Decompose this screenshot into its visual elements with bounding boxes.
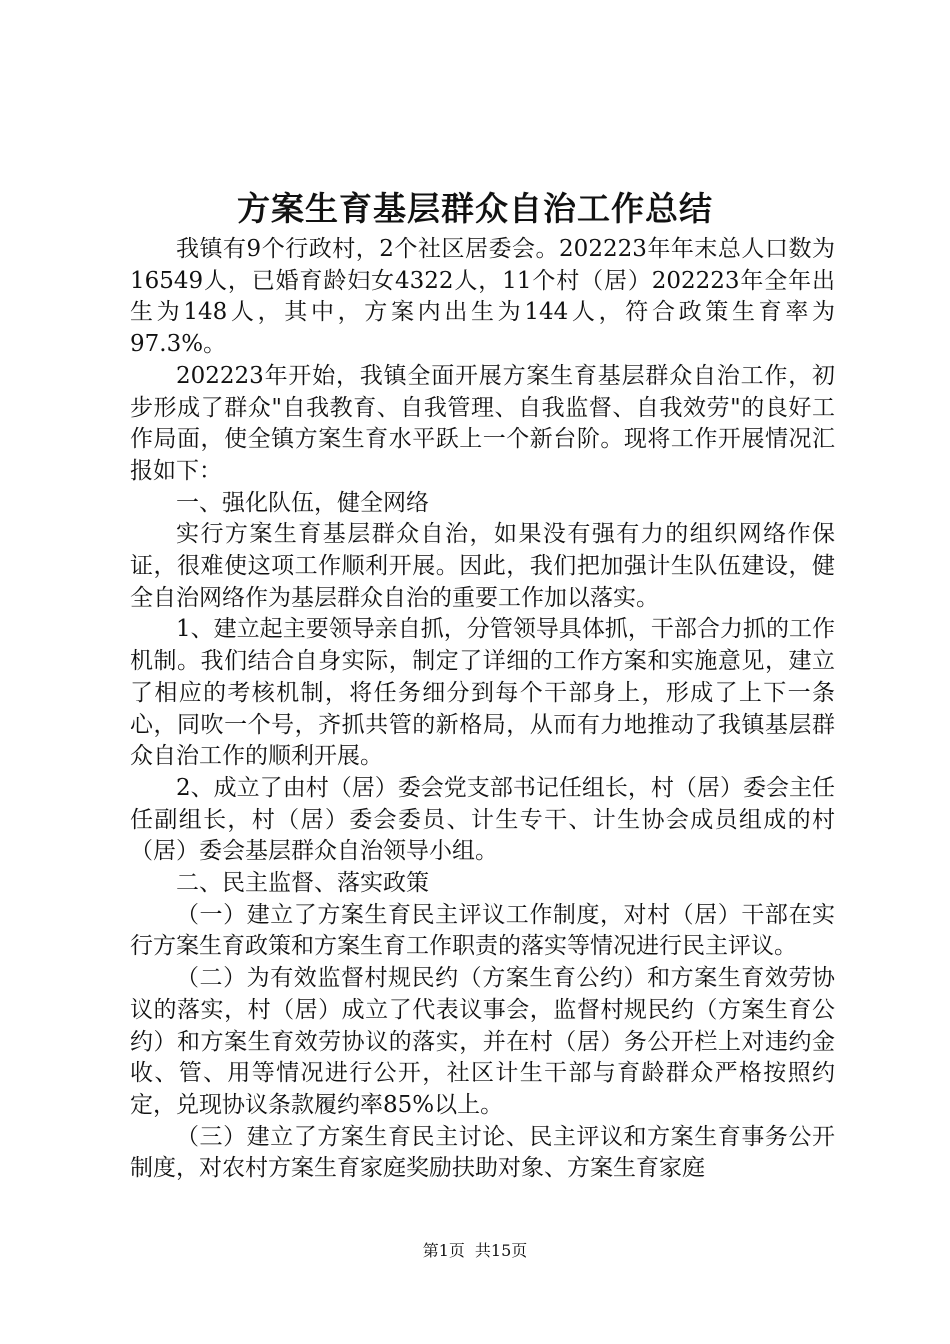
paragraph-item-2: 2、成立了由村（居）委会党支部书记任组长，村（居）委会主任任副组长，村（居）委会委员、计生专干、计生协会成员组成的村（居）委会基层群众自治领导小组。 [130,774,835,865]
paragraph-intro: 202223年开始，我镇全面开展方案生育基层群众自治工作，初步形成了群众"自我教育、自我管理、自我监督、自我效劳"的良好工作局面，使全镇方案生育水平跃上一个新台阶。现将工作开展情况汇报如下： [130,362,835,484]
document-body [130,234,835,1185]
page-total: 共15页 [474,1241,528,1260]
paragraph-item-1: 1、建立起主要领导亲自抓，分管领导具体抓，干部合力抓的工作机制。我们结合自身实际，制定了详细的工作方案和实施意见，建立了相应的考核机制，将任务细分到每个干部身上，形成了上下一条心，同吹一个号，齐抓共管的新格局，从而有力地推动了我镇基层群众自治工作的顺利开展。 [130,616,835,770]
paragraph-population: 我镇有9个行政村，2个社区居委会。202223年年末总人口数为16549人，已婚育龄妇女4322人，11个村（居）202223年全年出生为148人，其中，方案内出生为144人，符合政策生育率为97.3%。 [130,236,835,358]
paragraph-sub-1: （一）建立了方案生育民主评议工作制度，对村（居）干部在实行方案生育政策和方案生育工作职责的落实等情况进行民主评议。 [130,901,835,960]
section-heading-2: 二、民主监督、落实政策 [176,870,429,897]
page-footer [0,1240,950,1262]
paragraph-sub-2: （二）为有效监督村规民约（方案生育公约）和方案生育效劳协议的落实，村（居）成立了代表议事会，监督村规民约（方案生育公约）和方案生育效劳协议的落实，并在村（居）务公开栏上对违约金收、管、用等情况进行公开，社区计生干部与育龄群众严格按照约定，兑现协议条款履约率85%以上。 [130,965,835,1118]
paragraph-section-1-intro: 实行方案生育基层群众自治，如果没有强有力的组织网络作保证，很难使这项工作顺利开展。因此，我们把加强计生队伍建设，健全自治网络作为基层群众自治的重要工作加以落实。 [130,521,835,611]
paragraph-sub-3: （三）建立了方案生育民主讨论、民主评议和方案生育事务公开制度，对农村方案生育家庭奖励扶助对象、方案生育家庭 [130,1123,835,1182]
page-number: 第1页 [422,1241,465,1260]
section-heading-1: 一、强化队伍，健全网络 [176,489,429,516]
document-title: 方案生育基层群众自治工作总结 [237,189,713,228]
